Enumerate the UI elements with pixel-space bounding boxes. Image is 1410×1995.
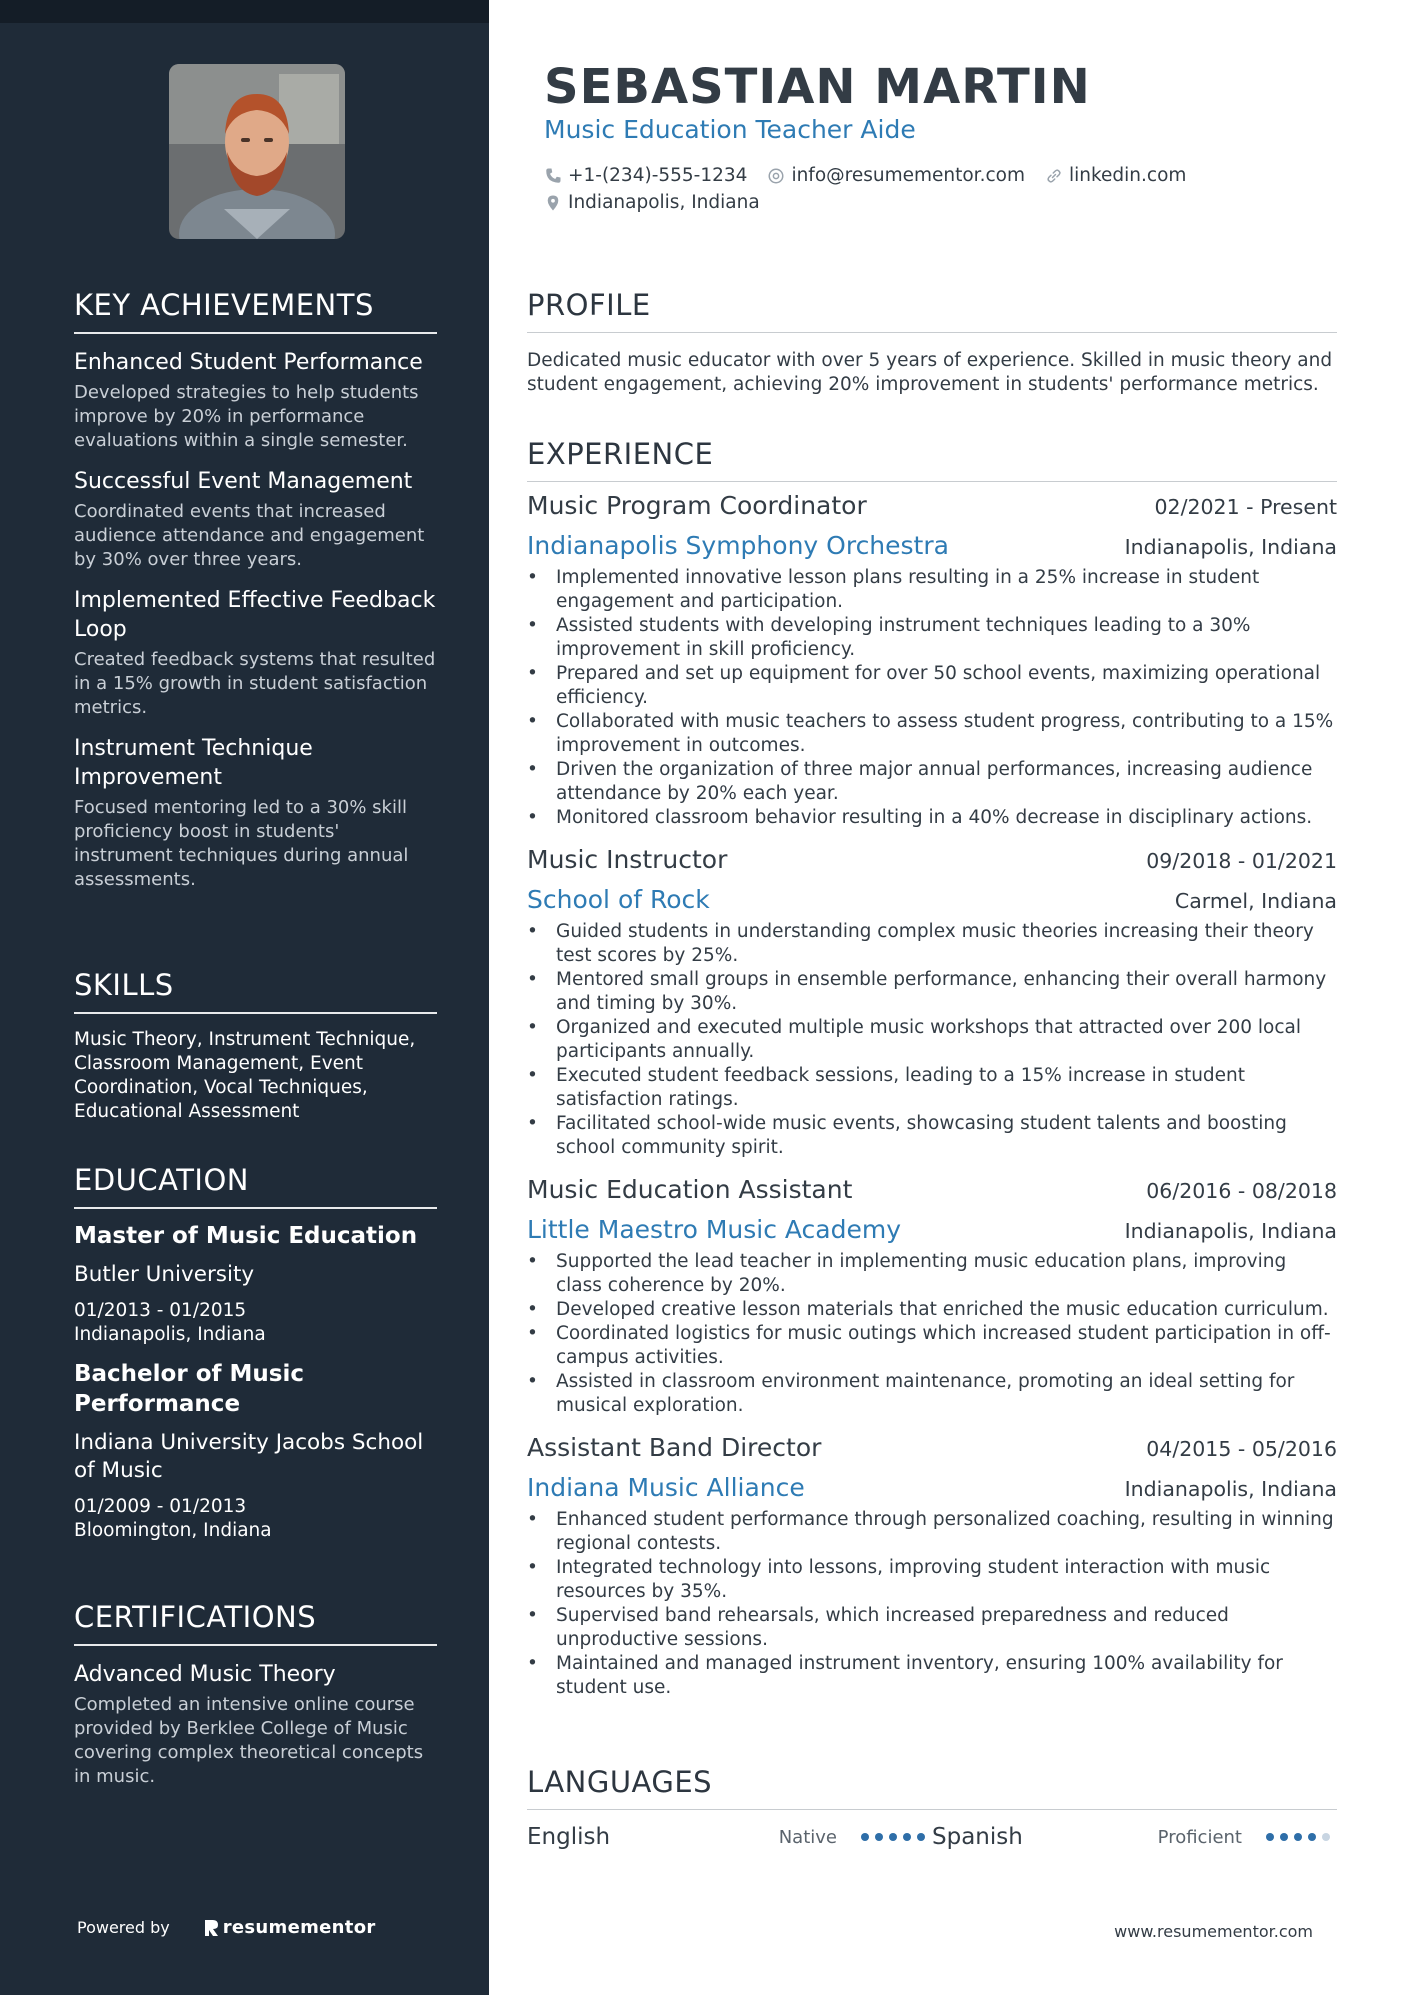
education-school: Indiana University Jacobs School of Music — [74, 1430, 424, 1483]
rating-dot-empty — [1322, 1833, 1330, 1841]
profile-summary: Dedicated music educator with over 5 years of experience. Skilled in music theory and student engagement, achieving 20% improvement in students' performance metrics. — [527, 350, 1333, 395]
languages-heading: LANGUAGES — [527, 1765, 1337, 1810]
job-bullet: • Implemented innovative lesson plans resulting in a 25% increase in student engagement and participation. — [527, 566, 1337, 614]
languages-section — [527, 1765, 1337, 1850]
skills-section — [74, 968, 437, 1124]
profile-heading: PROFILE — [527, 288, 1337, 333]
education-heading: EDUCATION — [74, 1163, 437, 1209]
job-company: School of Rock — [527, 885, 710, 914]
education-school: Butler University — [74, 1262, 255, 1287]
language-item — [527, 1824, 932, 1850]
job-bullet: • Executed student feedback sessions, leading to a 15% increase in student satisfaction ratings. — [527, 1064, 1337, 1112]
powered-by — [77, 1917, 376, 1938]
location-pin-icon — [544, 194, 562, 212]
education-degree: Master of Music Education — [74, 1223, 418, 1249]
rating-dot-filled — [1294, 1833, 1302, 1841]
footer-url[interactable]: www.resumementor.com — [1114, 1922, 1313, 1941]
rating-dot-filled — [861, 1833, 869, 1841]
sidebar-top-bar — [0, 0, 489, 23]
achievement-title: Instrument Technique Improvement — [74, 736, 313, 790]
education-location: Indianapolis, Indiana — [74, 1324, 266, 1345]
achievement-description: Created feedback systems that resulted in a 15% growth in student satisfaction metrics. — [74, 649, 436, 718]
rating-dot-filled — [889, 1833, 897, 1841]
candidate-role: Music Education Teacher Aide — [544, 115, 916, 144]
achievement-item — [74, 348, 437, 453]
experience-heading: EXPERIENCE — [527, 437, 1337, 482]
profile-section — [527, 288, 1337, 397]
linkedin-text: linkedin.com — [1068, 165, 1187, 186]
achievement-title: Implemented Effective Feedback Loop — [74, 588, 436, 642]
job-dates: 04/2015 - 05/2016 — [1146, 1437, 1337, 1461]
education-item — [74, 1221, 437, 1347]
achievement-item — [74, 734, 437, 892]
link-icon — [1045, 167, 1063, 185]
resumementor-logo-icon — [203, 1919, 219, 1937]
language-item — [932, 1824, 1337, 1850]
skills-list: Music Theory, Instrument Technique, Classroom Management, Event Coordination, Vocal Techniques, Educational Assessment — [74, 1029, 416, 1122]
job-bullet: • Collaborated with music teachers to assess student progress, contributing to a 15% improvement in outcomes. — [527, 710, 1337, 758]
rating-dot-filled — [1308, 1833, 1316, 1841]
language-level: Proficient — [1157, 1826, 1242, 1848]
job-bullets — [527, 566, 1337, 830]
achievement-item — [74, 467, 437, 572]
language-level: Native — [778, 1826, 837, 1848]
phone-text: +1-(234)-555-1234 — [568, 165, 748, 186]
job-entry — [527, 1174, 1337, 1418]
language-rating — [1266, 1833, 1336, 1841]
certifications-heading: CERTIFICATIONS — [74, 1600, 437, 1646]
language-name: English — [527, 1824, 611, 1850]
achievement-description: Coordinated events that increased audience attendance and engagement by 30% over three years. — [74, 501, 425, 570]
brand-logo[interactable] — [203, 1917, 376, 1938]
education-dates: 01/2009 - 01/2013 — [74, 1496, 247, 1517]
powered-by-label: Powered by — [77, 1918, 170, 1937]
job-bullet: • Integrated technology into lessons, improving student interaction with music resources by 35%. — [527, 1556, 1337, 1604]
certification-item — [74, 1660, 437, 1789]
achievement-item — [74, 586, 437, 720]
job-entry — [527, 844, 1337, 1160]
job-bullet: • Coordinated logistics for music outings which increased student participation in off-campus activities. — [527, 1322, 1337, 1370]
certification-title: Advanced Music Theory — [74, 1662, 336, 1687]
certifications-section — [74, 1600, 437, 1789]
job-bullet: • Driven the organization of three major annual performances, increasing audience attendance by 20% each year. — [527, 758, 1337, 806]
contact-email[interactable] — [767, 164, 1025, 188]
contact-location — [544, 191, 760, 215]
job-company: Indianapolis Symphony Orchestra — [527, 531, 949, 560]
job-dates: 06/2016 - 08/2018 — [1146, 1179, 1337, 1203]
job-location: Indianapolis, Indiana — [1124, 535, 1337, 559]
location-text: Indianapolis, Indiana — [568, 192, 760, 213]
education-location: Bloomington, Indiana — [74, 1520, 272, 1541]
job-location: Indianapolis, Indiana — [1124, 1477, 1337, 1501]
job-bullet: • Developed creative lesson materials that enriched the music education curriculum. — [527, 1298, 1337, 1322]
job-bullet: • Assisted students with developing instrument techniques leading to a 30% improvement in skill proficiency. — [527, 614, 1337, 662]
job-bullet: • Assisted in classroom environment maintenance, promoting an ideal setting for musical exploration. — [527, 1370, 1337, 1418]
rating-dot-filled — [1266, 1833, 1274, 1841]
job-title: Music Program Coordinator — [527, 491, 867, 520]
job-bullet: • Supported the lead teacher in implementing music education plans, improving class coherence by 20%. — [527, 1250, 1337, 1298]
job-bullet: • Enhanced student performance through personalized coaching, resulting in winning regional contests. — [527, 1508, 1337, 1556]
education-dates: 01/2013 - 01/2015 — [74, 1300, 247, 1321]
education-degree: Bachelor of Music Performance — [74, 1361, 304, 1417]
contact-phone[interactable] — [544, 164, 747, 188]
achievements-heading: KEY ACHIEVEMENTS — [74, 288, 437, 334]
profile-photo — [169, 64, 345, 239]
sidebar — [0, 0, 489, 1995]
experience-section — [527, 437, 1337, 1700]
rating-dot-filled — [917, 1833, 925, 1841]
job-title: Assistant Band Director — [527, 1433, 822, 1462]
languages-row — [527, 1824, 1337, 1850]
job-location: Indianapolis, Indiana — [1124, 1219, 1337, 1243]
language-rating — [861, 1833, 931, 1841]
job-bullets — [527, 1250, 1337, 1418]
achievement-description: Developed strategies to help students improve by 20% in performance evaluations within a single semester. — [74, 382, 419, 451]
job-bullet: • Supervised band rehearsals, which increased preparedness and reduced unproductive sessions. — [527, 1604, 1337, 1652]
job-bullet: • Guided students in understanding complex music theories increasing their theory test scores by 25%. — [527, 920, 1337, 968]
job-title: Music Education Assistant — [527, 1175, 853, 1204]
rating-dot-filled — [875, 1833, 883, 1841]
education-section — [74, 1163, 437, 1543]
rating-dot-filled — [903, 1833, 911, 1841]
email-text: info@resumementor.com — [791, 165, 1025, 186]
job-bullet: • Mentored small groups in ensemble performance, enhancing their overall harmony and timing by 30%. — [527, 968, 1337, 1016]
job-entry — [527, 1432, 1337, 1700]
language-name: Spanish — [932, 1824, 1023, 1850]
contact-row — [544, 164, 1206, 188]
job-title: Music Instructor — [527, 845, 728, 874]
certification-description: Completed an intensive online course provided by Berklee College of Music covering complex theoretical concepts in music. — [74, 1694, 424, 1787]
skills-heading: SKILLS — [74, 968, 437, 1014]
achievement-title: Enhanced Student Performance — [74, 350, 423, 375]
rating-dot-filled — [1280, 1833, 1288, 1841]
achievements-section — [74, 288, 437, 892]
job-bullet: • Organized and executed multiple music workshops that attracted over 200 local participants annually. — [527, 1016, 1337, 1064]
achievement-title: Successful Event Management — [74, 469, 413, 494]
contact-linkedin[interactable] — [1045, 164, 1186, 188]
at-sign-icon — [767, 167, 785, 185]
job-bullets — [527, 1508, 1337, 1700]
job-bullet: • Facilitated school-wide music events, showcasing student talents and boosting school community spirit. — [527, 1112, 1337, 1160]
job-bullet: • Monitored classroom behavior resulting in a 40% decrease in disciplinary actions. — [527, 806, 1337, 830]
job-location: Carmel, Indiana — [1174, 889, 1337, 913]
job-company: Little Maestro Music Academy — [527, 1215, 902, 1244]
job-bullet: • Maintained and managed instrument inventory, ensuring 100% availability for student use. — [527, 1652, 1337, 1700]
education-item — [74, 1359, 437, 1543]
brand-name: resumementor — [222, 1917, 376, 1938]
job-bullets — [527, 920, 1337, 1160]
phone-icon — [544, 167, 562, 185]
job-entry — [527, 490, 1337, 830]
job-company: Indiana Music Alliance — [527, 1473, 805, 1502]
job-bullet: • Prepared and set up equipment for over 50 school events, maximizing operational efficiency. — [527, 662, 1337, 710]
job-dates: 09/2018 - 01/2021 — [1146, 849, 1337, 873]
achievement-description: Focused mentoring led to a 30% skill proficiency boost in students' instrument techniques during annual assessments. — [74, 797, 409, 890]
candidate-name: SEBASTIAN MARTIN — [544, 59, 1091, 115]
job-dates: 02/2021 - Present — [1154, 495, 1337, 519]
